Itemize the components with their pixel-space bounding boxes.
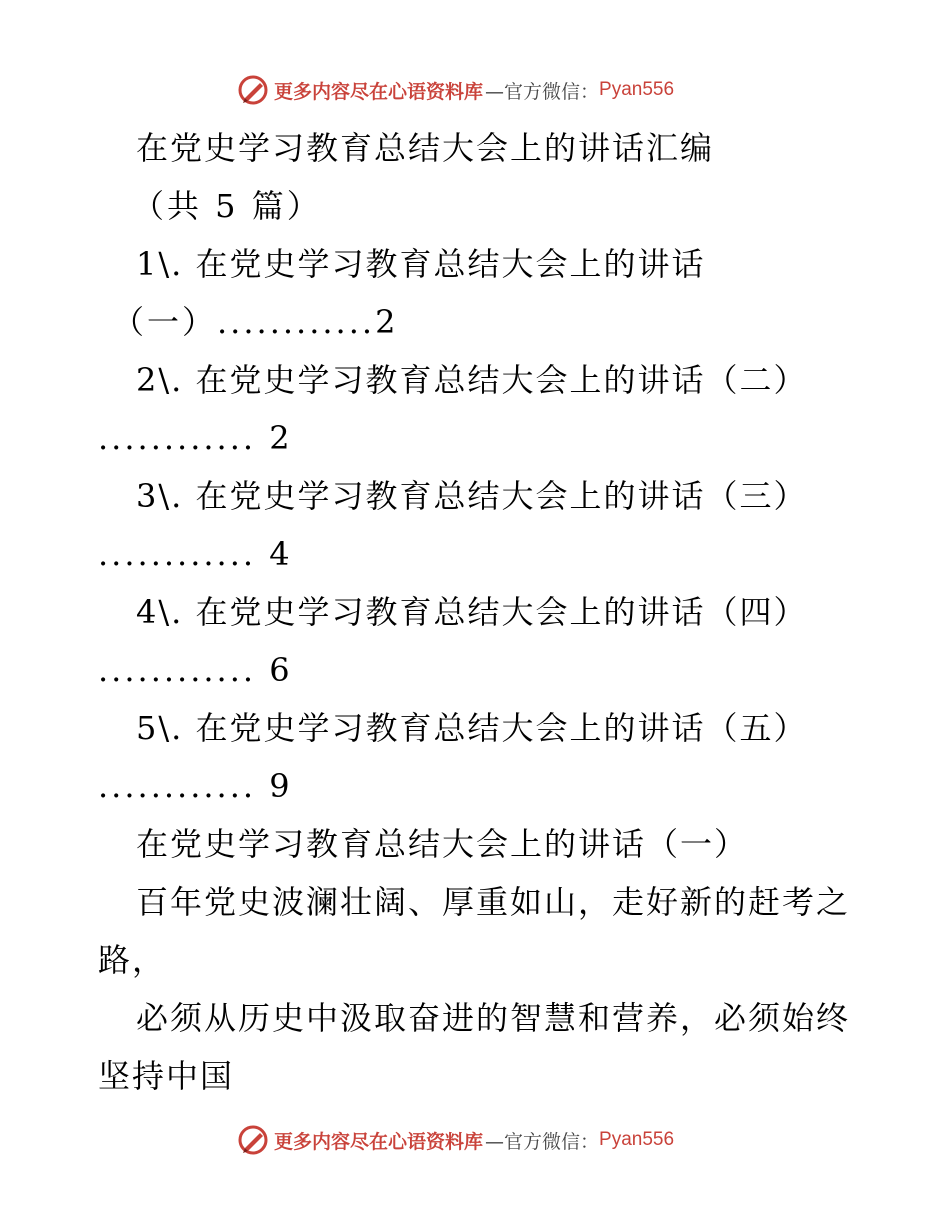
document-count: （共 5 篇） [132, 187, 322, 225]
body-line-2: 路， [98, 941, 167, 979]
toc-item-3-leader: ............ 4 [98, 535, 293, 573]
pen-logo-icon [236, 73, 270, 107]
toc-item-3-title: 3\. 在党史学习教育总结大会上的讲话（三） [136, 477, 808, 515]
toc-item-5-leader: ............ 9 [98, 767, 293, 805]
toc-item-4-title: 4\. 在党史学习教育总结大会上的讲话（四） [136, 593, 808, 631]
toc-item-1-title: 1\. 在党史学习教育总结大会上的讲话 [136, 245, 706, 283]
watermark-wechat-id: Pyan556 [599, 79, 675, 100]
watermark-separator: —官方微信： [485, 1130, 600, 1153]
watermark-brand: 更多内容尽在心语资料库 [274, 80, 484, 103]
toc-item-2-leader: ............ 2 [98, 419, 293, 457]
section-heading: 在党史学习教育总结大会上的讲话（一） [136, 825, 749, 863]
body-line-4: 坚持中国 [98, 1057, 235, 1095]
body-line-3: 必须从历史中汲取奋进的智慧和营养，必须始终 [136, 999, 851, 1037]
watermark-separator: —官方微信： [485, 80, 600, 103]
body-line-1: 百年党史波澜壮阔、厚重如山，走好新的赶考之 [136, 883, 851, 921]
toc-item-4-leader: ............ 6 [98, 651, 293, 689]
header-watermark [236, 72, 674, 108]
watermark-wechat-id: Pyan556 [599, 1129, 675, 1150]
toc-item-2-title: 2\. 在党史学习教育总结大会上的讲话（二） [136, 361, 808, 399]
document-title: 在党史学习教育总结大会上的讲话汇编 [136, 129, 715, 167]
footer-watermark [236, 1122, 674, 1158]
watermark-brand: 更多内容尽在心语资料库 [274, 1130, 484, 1153]
toc-item-1-leader: （一）............2 [112, 303, 399, 341]
toc-item-5-title: 5\. 在党史学习教育总结大会上的讲话（五） [136, 709, 808, 747]
pen-logo-icon [236, 1123, 270, 1157]
